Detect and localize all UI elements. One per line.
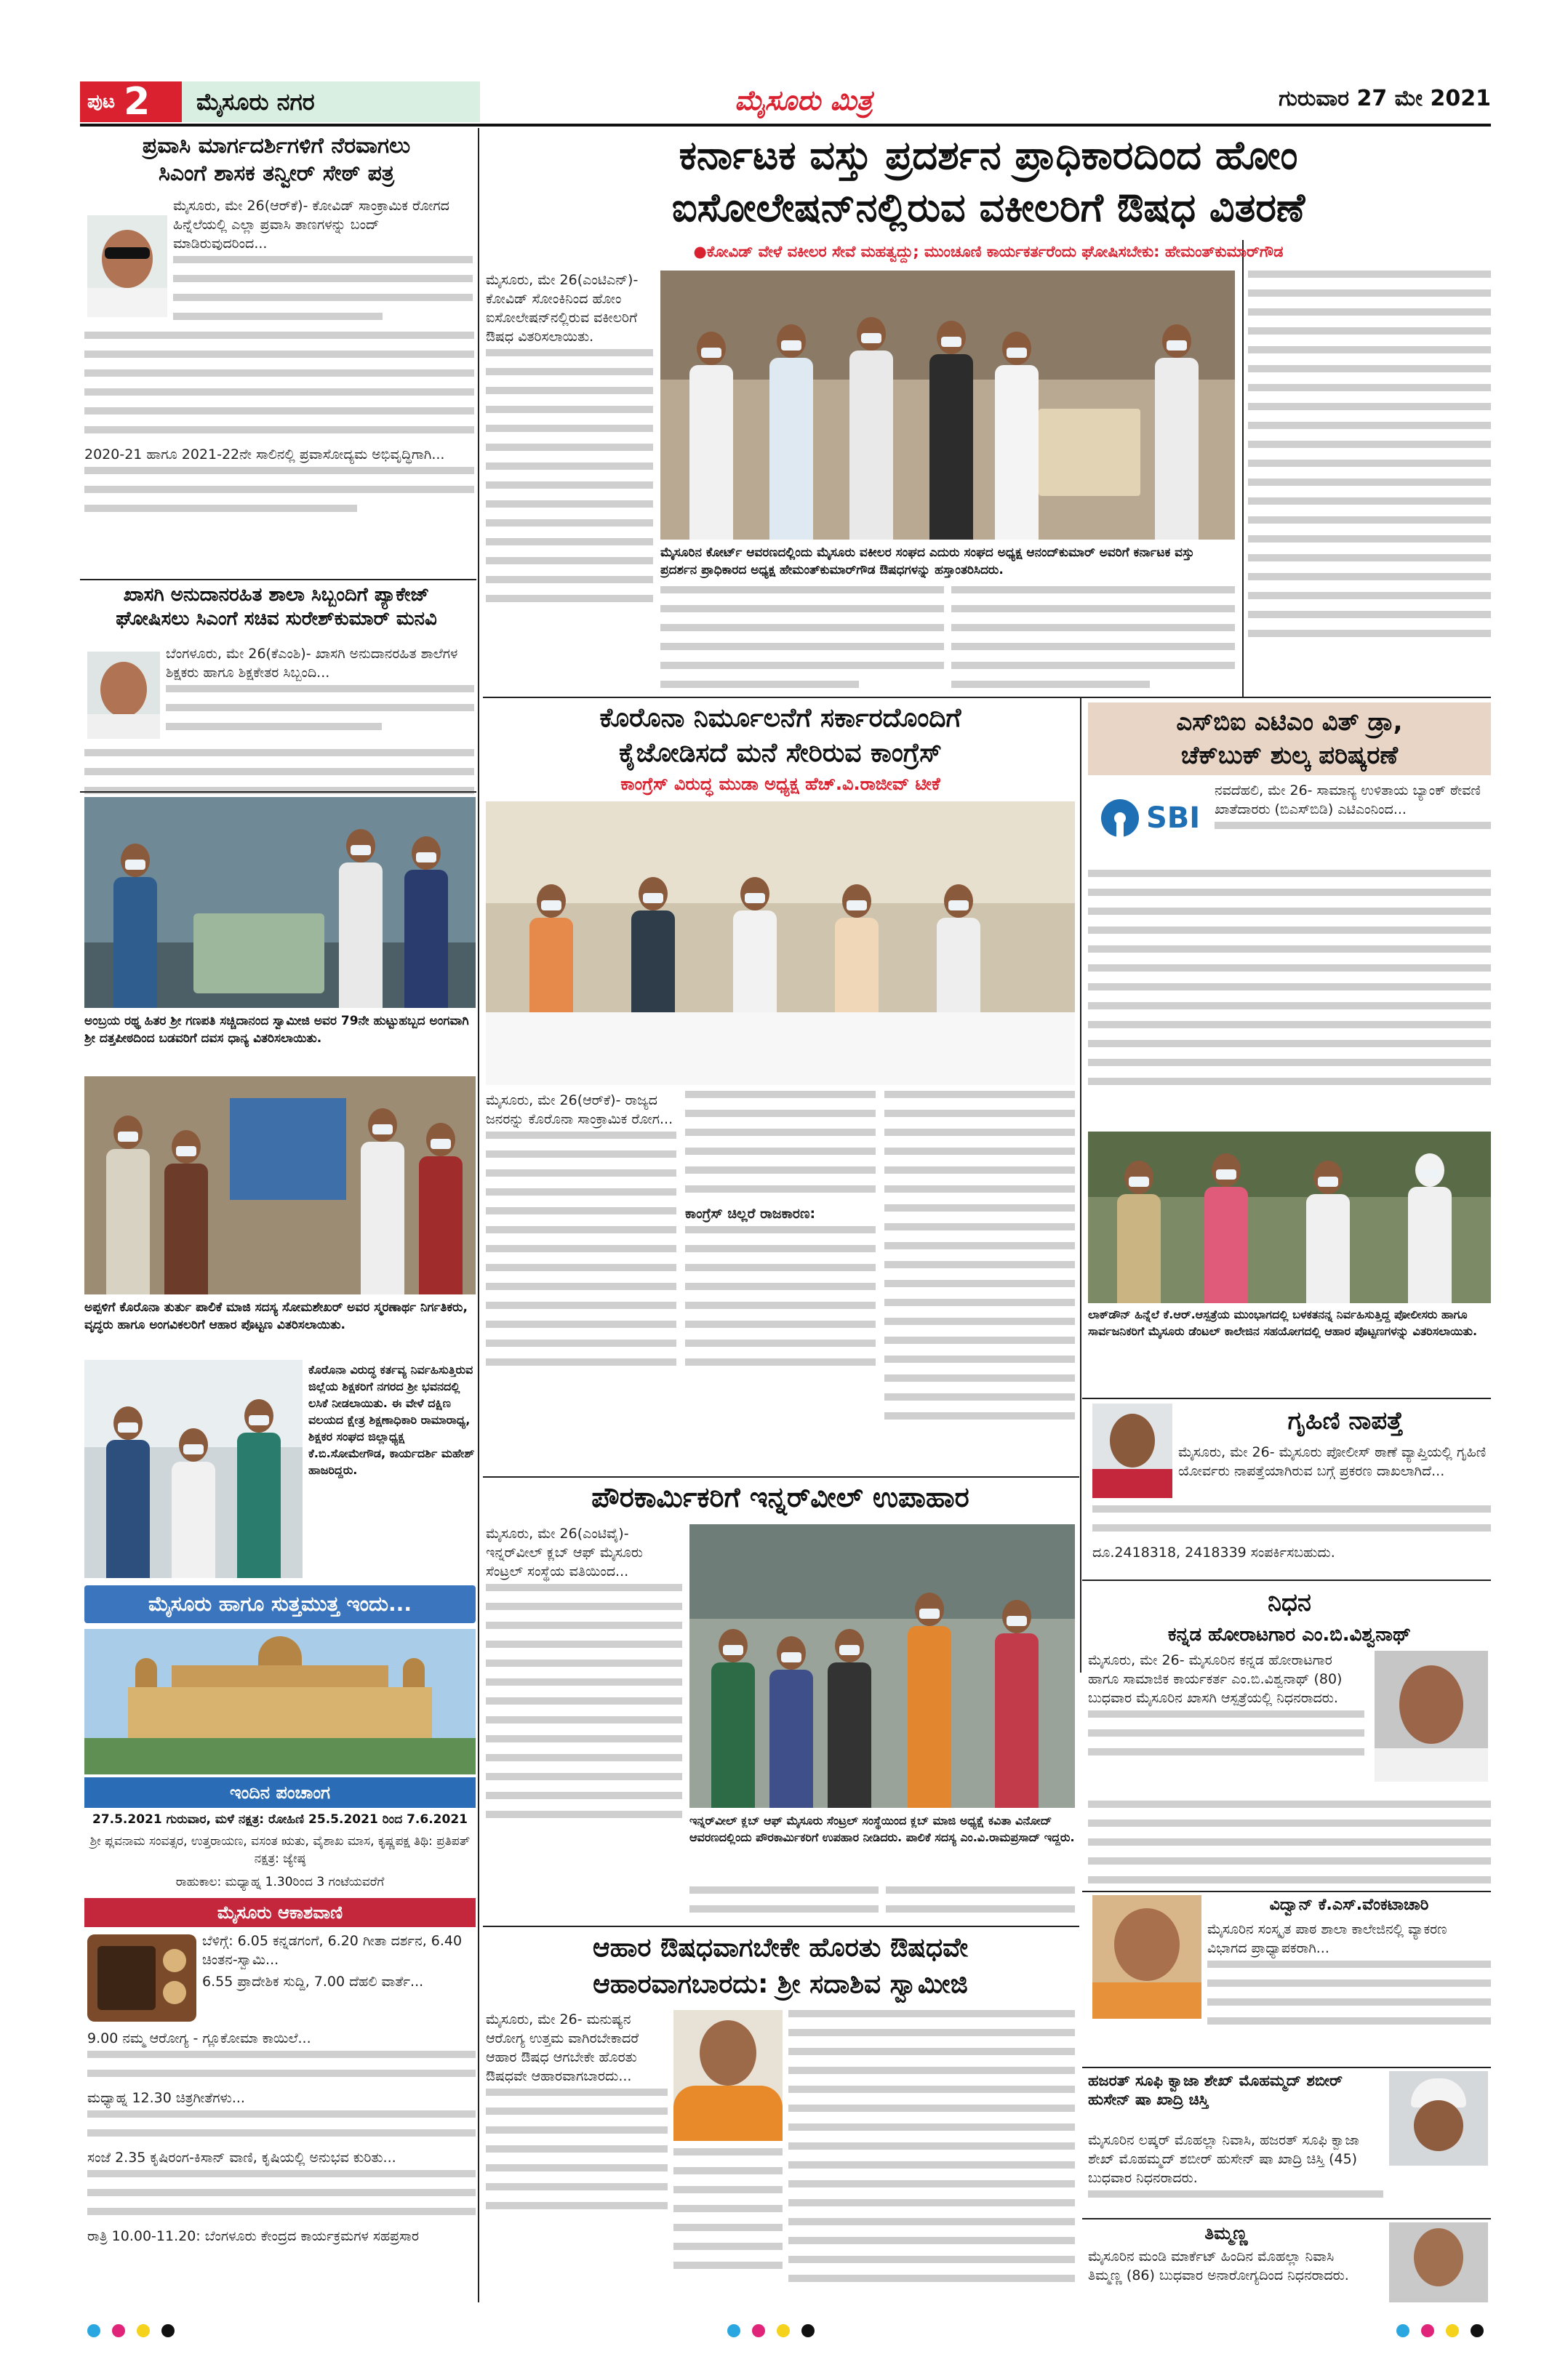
innerwheel-body-col-1: ಮೈಸೂರು, ಮೇ 26(ಎಂಟಿವೈ)- ಇನ್ನರ್‌ವೀಲ್ ಕ್ಲಬ್ ಆಫ್ ಮೈಸೂರು ಸೆಂಟ್ರಲ್ ಸಂಸ್ಥೆಯ ವತಿಯಿಂದ... [486, 1524, 682, 1917]
swamiji-body-col-2 [788, 2010, 1075, 2301]
radio-illustration [87, 1934, 196, 2022]
rahukala: ರಾಹುಕಾಲ: ಮಧ್ಯಾಹ್ನ 1.30ರಿಂದ 3 ಗಂಟೆಯವರೆಗೆ [175, 1875, 385, 1889]
innerwheel-body-col-3 [886, 1886, 1075, 1923]
food-packet-distribution-photo [84, 1076, 476, 1294]
sbi-logo: SBI [1101, 789, 1210, 847]
radio-title: ಮೈಸೂರು ಆಕಾಶವಾಣಿ [84, 1898, 476, 1927]
lead-subhead: ●ಕೋವಿಡ್ ವೇಳೆ ವಕೀಲರ ಸೇವೆ ಮಹತ್ವದ್ದು; ಮುಂಚೂಣಿ ಕಾರ್ಯಕರ್ತರೆಂದು ಘೋಷಿಸಬೇಕು: ಹೇಮಂತ್‌ಕುಮಾರ್‌ಗೌಡ [693, 243, 1284, 260]
lead-body-col-1: ಮೈಸೂರು, ಮೇ 26(ಎಂಟಿಎನ್)- ಕೋವಿಡ್ ಸೋಂಕಿನಿಂದ ಹೋಂ ಐಸೋಲೇಷನ್‌ನಲ್ಲಿರುವ ವಕೀಲರಿಗೆ ಔಷಧ ವಿತರಿಸಲಾಯಿತು. [486, 271, 653, 692]
lead-headline: ಕರ್ನಾಟಕ ವಸ್ತು ಪ್ರದರ್ಶನ ಪ್ರಾಧಿಕಾರದಿಂದ ಹೋಂ ಐಸೋಲೇಷನ್‌ನಲ್ಲಿರುವ ವಕೀಲರಿಗೆ ಔಷಧ ವಿತರಣೆ [671, 132, 1305, 231]
page-number: 2 [124, 80, 151, 124]
divider [80, 791, 476, 793]
divider [483, 1476, 1079, 1478]
print-registration-marks-center [727, 2324, 815, 2337]
masthead [80, 81, 1491, 122]
lead-body-col-2 [660, 586, 944, 695]
grocery-photo-caption: ಅಂಬ್ರಯ ರಥ್ಥ ಹಿತರ ಶ್ರೀ ಗಣಪತಿ ಸಚ್ಚಿದಾನಂದ ಸ್ವಾಮೀಜಿ ಅವರ 79ನೇ ಹುಟ್ಟುಹಬ್ಬದ ಅಂಗವಾಗಿ ಶ್ರೀ ದತ್ತಪೀಠದಿಂದ ಬಡವರಿಗೆ ದವಸ ಧಾನ್ಯ ವಿತರಿಸಲಾಯಿತು. [84, 1014, 469, 1046]
column-divider [1242, 240, 1244, 698]
divider [1082, 1891, 1491, 1892]
police-photo-caption: ಲಾಕ್‌ಡೌನ್ ಹಿನ್ನೆಲೆ ಕೆ.ಆರ್.ಆಸ್ಪತ್ರೆಯ ಮುಂಭಾಗದಲ್ಲಿ ಬಳಕತನನ್ನ ನಿರ್ವಹಿಸುತ್ತಿದ್ದ ಪೋಲೀಸರು ಹಾಗೂ ಸಾರ್ವಜನಿಕರಿಗೆ ಮೈಸೂರು ಡೆಂಟಲ್ ಕಾಲೇಜಿನ ಸಹಯೋಗದಲ್ಲಿ ಆಹಾರ ಪೊಟ್ಟಣಗಳನ್ನು ವಿತರಿಸಲಾಯಿತು. [1088, 1308, 1478, 1338]
obituary-3-name: ಹಜರತ್ ಸೂಫಿ ಕ್ವಾಜಾ ಶೇಖ್ ಮೊಹಮ್ಮದ್ ಶಬೀರ್ ಹುಸೇನ್ ಷಾ ಖಾದ್ರಿ ಚಿಸ್ತಿ [1088, 2072, 1343, 2109]
divider [80, 579, 476, 580]
lead-body-col-4 [1248, 271, 1491, 692]
left-article-2-body: ಬೆಂಗಳೂರು, ಮೇ 26(ಕೆಎಂಶಿ)- ಖಾಸಗಿ ಅನುದಾನರಹಿತ ಶಾಲೆಗಳ ಶಿಕ್ಷಕರು ಹಾಗೂ ಶಿಕ್ಷಕೇತರ ಸಿಬ್ಬಂದಿ... [166, 644, 474, 746]
mla-portrait [87, 215, 167, 317]
divider [1082, 2218, 1491, 2219]
left-article-1-headline: ಪ್ರವಾಸಿ ಮಾರ್ಗದರ್ಶಿಗಳಿಗೆ ನೆರವಾಗಲು ಸಿಎಂಗೆ ಶಾಸಕ ತನ್ವೀರ್ ಸೇಠ್ ಪತ್ರ [142, 133, 411, 186]
innerwheel-headline: ಪೌರಕಾರ್ಮಿಕರಿಗೆ ಇನ್ನರ್‌ವೀಲ್ ಉಪಾಹಾರ [591, 1481, 969, 1513]
left-article-2-headline: ಖಾಸಗಿ ಅನುದಾನರಹಿತ ಶಾಲಾ ಸಿಬ್ಬಂದಿಗೆ ಪ್ಯಾಕೇಜ್ ಘೋಷಿಸಲು ಸಿಎಂಗೆ ಸಚಿವ ಸುರೇಶ್‌ಕುಮಾರ್ ಮನವಿ [116, 584, 437, 630]
congress-body-col-3 [884, 1091, 1075, 1469]
swamiji-headline: ಆಹಾರ ಔಷಧವಾಗಬೇಕೇ ಹೊರತು ಔಷಧವೇ ಆಹಾರವಾಗಬಾರದು: ಶ್ರೀ ಸದಾಶಿವ ಸ್ವಾಮೀಜಿ [592, 1933, 969, 1999]
lead-body-col-3 [951, 586, 1235, 695]
obituary-4-name: ತಿಮ್ಮಣ್ಣ [1204, 2223, 1248, 2243]
vaccination-photo-caption: ಕೊರೊನಾ ವಿರುದ್ಧ ಕರ್ತವ್ಯ ನಿರ್ವಹಿಸುತ್ತಿರುವ ಜಿಲ್ಲೆಯ ಶಿಕ್ಷಕರಿಗೆ ನಗರದ ಶ್ರೀ ಭವನದಲ್ಲಿ ಲಸಿಕೆ ನೀಡಲಾಯಿತು. ಈ ವೇಳೆ ದಕ್ಷಿಣ ವಲಯದ ಕ್ಷೇತ್ರ ಶಿಕ್ಷಣಾಧಿಕಾರಿ ರಾಮಾರಾಧ್ಯ, ಶಿಕ್ಷಕರ ಸಂಘದ ಜಿಲ್ಲಾಧ್ಯಕ್ಷ ಕೆ.ಬಿ.ಸೋಮೇಗೌಡ, ಕಾರ್ಯದರ್ಶಿ ಮಹೇಶ್ ಹಾಜರಿದ್ದರು. [308, 1363, 475, 1477]
obituary-3-body: ಮೈಸೂರಿನ ಲಷ್ಕರ್ ಮೊಹಲ್ಲಾ ನಿವಾಸಿ, ಹಜರತ್ ಸೂಫಿ ಕ್ವಾಜಾ ಶೇಖ್ ಮೊಹಮ್ಮದ್ ಶಬೀರ್ ಹುಸೇನ್ ಷಾ ಖಾದ್ರಿ ಚಿಸ್ತಿ (45) ಬುಧವಾರ ನಿಧನರಾದರು. [1088, 2131, 1383, 2218]
congress-subhead: ಕಾಂಗ್ರೆಸ್ ವಿರುದ್ಧ ಮುಡಾ ಅಧ್ಯಕ್ಷ ಹೆಚ್.ವಿ.ರಾಜೀವ್ ಟೀಕೆ [620, 774, 940, 794]
missing-body: ಮೈಸೂರು, ಮೇ 26- ಮೈಸೂರು ಪೋಲೀಸ್ ಠಾಣೆ ವ್ಯಾಪ್ತಿಯಲ್ಲಿ ಗೃಹಿಣಿ ಯೋರ್ವರು ನಾಪತ್ತೆಯಾಗಿರುವ ಬಗ್ಗೆ ಪ್ರಕರಣ ದಾಖಲಾಗಿದೆ... [1178, 1444, 1487, 1479]
issue-date: ಗುರುವಾರ 27 ಮೇ 2021 [1279, 86, 1491, 111]
swamiji-body-col-1: ಮೈಸೂರು, ಮೇ 26- ಮನುಷ್ಯನ ಆರೋಗ್ಯ ಉತ್ತಮ ವಾಗಿರಬೇಕಾದರೆ ಆಹಾರ ಔಷಧ ಆಗಬೇಕೇ ಹೊರತು ಔಷಧವೇ ಆಹಾರವಾಗಬಾರದು... [486, 2010, 668, 2301]
divider [483, 697, 1491, 698]
congress-press-meet-photo [486, 801, 1075, 1085]
obituary-2-name: ವಿದ್ವಾನ್ ಕೆ.ಎಸ್.ವೆಂಕಟಾಚಾರಿ [1269, 1896, 1429, 1914]
grocery-distribution-photo [84, 797, 476, 1008]
divider [1082, 1398, 1491, 1399]
innerwheel-breakfast-photo [689, 1524, 1075, 1808]
panchanga-details: ಶ್ರೀ ಪ್ಲವನಾಮ ಸಂವತ್ಸರ, ಉತ್ತರಾಯಣ, ವಸಂತ ಋತು, ವೈಶಾಖ ಮಾಸ, ಕೃಷ್ಣಪಕ್ಷ ತಿಥಿ: ಪ್ರತಿಪತ್ ನಕ್ಷತ್ರ: ಜ್ಯೇಷ್ಠ [89, 1834, 471, 1866]
obituary-2-portrait [1092, 1895, 1201, 2019]
obituary-section-title: ನಿಧನ [1268, 1588, 1311, 1617]
divider [1082, 1580, 1491, 1581]
missing-body-cont: ದೂ.2418318, 2418339 ಸಂಪರ್ಕಿಸಬಹುದು. [1092, 1505, 1491, 1585]
sbi-body [1088, 870, 1491, 1124]
radio-schedule-top: ಬೆಳಿಗ್ಗೆ: 6.05 ಕನ್ನಡಗಂಗೆ, 6.20 ಗೀತಾ ದರ್ಶನ, 6.40 ಚಿಂತನ-ಸ್ವಾಮಿ... 6.55 ಪ್ರಾದೇಶಿಕ ಸುದ್ದಿ, 7.00 ದೆಹಲಿ ವಾರ್ತೆ... [202, 1933, 463, 1990]
congress-body-col-2: ಕಾಂಗ್ರೆಸ್ ಚಿಲ್ಲರೆ ರಾಜಕಾರಣ: [685, 1091, 876, 1469]
obituary-1-body-cont [1088, 1801, 1491, 1895]
print-registration-marks-right [1396, 2324, 1484, 2337]
left-article-1-body: ಮೈಸೂರು, ಮೇ 26(ಆರ್‌ಕೆ)- ಕೋವಿಡ್ ಸಾಂಕ್ರಾಮಿಕ ರೋಗದ ಹಿನ್ನೆಲೆಯಲ್ಲಿ ಎಲ್ಲಾ ಪ್ರವಾಸಿ ತಾಣಗಳನ್ನು ಬಂದ್ ಮಾಡಿರುವುದರಿಂದ... [173, 196, 473, 327]
column-divider [478, 128, 479, 2302]
page-label: ಪುಟ [87, 90, 116, 113]
panchanga-title: ಇಂದಿನ ಪಂಚಾಂಗ [84, 1777, 476, 1808]
swamiji-portrait [673, 2010, 783, 2141]
innerwheel-photo-caption: ಇನ್ನರ್‌ವೀಲ್ ಕ್ಲಬ್ ಆಫ್ ಮೈಸೂರು ಸೆಂಟ್ರಲ್ ಸಂಸ್ಥೆಯಿಂದ ಕ್ಲಬ್ ಮಾಜಿ ಅಧ್ಯಕ್ಷೆ ಕವಿತಾ ವಿನೋದ್ ಆವರಣದಲ್ಲಿಂದು ಪೌರಕಾರ್ಮಿಕರಿಗೆ ಉಪಹಾರ ನೀಡಿದರು. ಪಾಲಿಕೆ ಸದಸ್ಯ ಎಂ.ವಿ.ರಾಮಪ್ರಸಾದ್ ಇದ್ದರು. [689, 1814, 1075, 1844]
congress-headline: ಕೊರೊನಾ ನಿರ್ಮೂಲನೆಗೆ ಸರ್ಕಾರದೊಂದಿಗೆ ಕೈಜೋಡಿಸದೆ ಮನೆ ಸೇರಿರುವ ಕಾಂಗ್ರೆಸ್ [599, 703, 961, 768]
page-number-box [80, 81, 182, 122]
column-divider [1080, 698, 1081, 1673]
innerwheel-body-col-2 [689, 1886, 879, 1923]
sbi-body-top: ನವದೆಹಲಿ, ಮೇ 26- ಸಾಮಾನ್ಯ ಉಳಿತಾಯ ಬ್ಯಾಂಕ್ ಠೇವಣಿ ಖಾತೆದಾರರು (ಬಿಎಸ್‌ಬಿಡಿ) ಎಟಿಎಂನಿಂದ... [1215, 781, 1491, 868]
top-rule [80, 124, 1491, 127]
lead-photo-caption: ಮೈಸೂರಿನ ಕೋರ್ಟ್ ಆವರಣದಲ್ಲಿಂದು ಮೈಸೂರು ವಕೀಲರ ಸಂಘದ ಎದುರು ಸಂಘದ ಅಧ್ಯಕ್ಷ ಆನಂದ್‌ಕುಮಾರ್ ಅವರಿಗೆ ಕರ್ನಾಟಕ ವಸ್ತು ಪ್ರದರ್ಶನ ಪ್ರಾಧಿಕಾರದ ಅಧ್ಯಕ್ಷ ಹೇಮಂತ್‌ಕುಮಾರ್‌ಗೌಡ ಔಷಧಗಳನ್ನು ಹಸ್ತಾಂತರಿಸಿದರು. [660, 545, 1194, 577]
mysuru-today-banner: ಮೈಸೂರು ಹಾಗೂ ಸುತ್ತಮುತ್ತ ಇಂದು... [84, 1585, 476, 1623]
divider [483, 1926, 1079, 1927]
minister-portrait [87, 652, 160, 739]
police-food-distribution-photo [1088, 1132, 1491, 1303]
lead-photo-medicine-handover [660, 271, 1235, 540]
obituary-1-portrait [1375, 1651, 1488, 1782]
panchanga-date-line: 27.5.2021 ಗುರುವಾರ, ಮಳೆ ನಕ್ಷತ್ರ: ರೋಹಿಣಿ 25.5.2021 ರಿಂದ 7.6.2021 [92, 1812, 468, 1827]
section-name: ಮೈಸೂರು ನಗರ [182, 81, 480, 122]
paper-name: ಮೈಸೂರು ಮಿತ್ರ [735, 84, 873, 116]
obituary-4-portrait [1389, 2222, 1488, 2302]
sbi-headline: ಎಸ್‌ಬಿಐ ಎಟಿಎಂ ವಿತ್ ಡ್ರಾ, ಚೆಕ್‌ಬುಕ್ ಶುಲ್ಕ ಪರಿಷ್ಕರಣೆ [1088, 702, 1491, 775]
swamiji-body-col-1b [673, 2148, 783, 2301]
divider [1082, 2067, 1491, 2068]
obituary-1-name: ಕನ್ನಡ ಹೋರಾಟಗಾರ ಎಂ.ಬಿ.ವಿಶ್ವನಾಥ್ [1167, 1624, 1412, 1646]
radio-schedule: 9.00 ನಮ್ಮ ಆರೋಗ್ಯ - ಗ್ಲೂಕೋಮಾ ಕಾಯಿಲೆ... ಮಧ್ಯಾಹ್ನ 12.30 ಚಿತ್ರಗೀತೆಗಳು... ಸಂಜೆ 2.35 ಕೃಷಿರಂಗ-ಕಿಸಾನ್ ವಾಣಿ, ಕೃಷಿಯಲ್ಲಿ ಅನುಭವ ಕುರಿತು... ರಾತ್ರಿ 10.00-11.20: ಬೆಂಗಳೂರು ಕೇಂದ್ರದ ಕಾರ್ಯಕ್ರಮಗಳ ಸಹಪ್ರಸಾರ [87, 2029, 476, 2298]
obituary-4-body: ಮೈಸೂರಿನ ಮಂಡಿ ಮಾರ್ಕೆಟ್ ಹಿಂದಿನ ಮೊಹಲ್ಲಾ ನಿವಾಸಿ ತಿಮ್ಮಣ್ಣ (86) ಬುಧವಾರ ಅನಾರೋಗ್ಯದಿಂದ ನಿಧನರಾದರು. [1088, 2249, 1349, 2283]
teacher-vaccination-photo [84, 1360, 303, 1578]
food-packet-photo-caption: ಅಪ್ಪಳಿಗೆ ಕೊರೊನಾ ತುರ್ತು ಪಾಲಿಕೆ ಮಾಜಿ ಸದಸ್ಯ ಸೋಮಶೇಖರ್ ಅವರ ಸ್ಮರಣಾರ್ಥ ನಿರ್ಗತಿಕರು, ವೃದ್ಧರು ಹಾಗೂ ಅಂಗವಿಕಲರಿಗೆ ಆಹಾರ ಪೊಟ್ಟಣ ವಿತರಿಸಲಾಯಿತು. [84, 1300, 468, 1332]
obituary-1-body: ಮೈಸೂರು, ಮೇ 26- ಮೈಸೂರಿನ ಕನ್ನಡ ಹೋರಾಟಗಾರ ಹಾಗೂ ಸಾಮಾಜಿಕ ಕಾರ್ಯಕರ್ತ ಎಂ.ಬಿ.ವಿಶ್ವನಾಥ್ (80) ಬುಧವಾರ ಮೈಸೂರಿನ ಖಾಸಗಿ ಆಸ್ಪತ್ರೆಯಲ್ಲಿ ನಿಧನರಾದರು. [1088, 1651, 1364, 1796]
missing-woman-photo [1092, 1404, 1172, 1498]
obituary-2-body: ಮೈಸೂರಿನ ಸಂಸ್ಕೃತ ಪಾಠ ಶಾಲಾ ಕಾಲೇಜಿನಲ್ಲಿ ವ್ಯಾಕರಣ ವಿಭಾಗದ ಪ್ರಾಧ್ಯಾಪಕರಾಗಿ... [1207, 1920, 1491, 2058]
missing-headline: ಗೃಹಿಣಿ ನಾಪತ್ತೆ [1287, 1406, 1404, 1436]
sbi-keyhole-icon [1101, 799, 1139, 837]
print-registration-marks-left [87, 2324, 175, 2337]
mysuru-palace-illustration [84, 1629, 476, 1774]
left-article-1-body-cont: 2020-21 ಹಾಗೂ 2021-22ನೇ ಸಾಲಿನಲ್ಲಿ ಪ್ರವಾಸೋದ್ಯಮ ಅಭಿವೃದ್ಧಿಗಾಗಿ... [84, 332, 474, 543]
congress-body-col-1: ಮೈಸೂರು, ಮೇ 26(ಆರ್‌ಕೆ)- ರಾಜ್ಯದ ಜನರನ್ನು ಕೊರೊನಾ ಸಾಂಕ್ರಾಮಿಕ ರೋಗ... [486, 1091, 676, 1469]
obituary-3-portrait [1389, 2071, 1488, 2166]
